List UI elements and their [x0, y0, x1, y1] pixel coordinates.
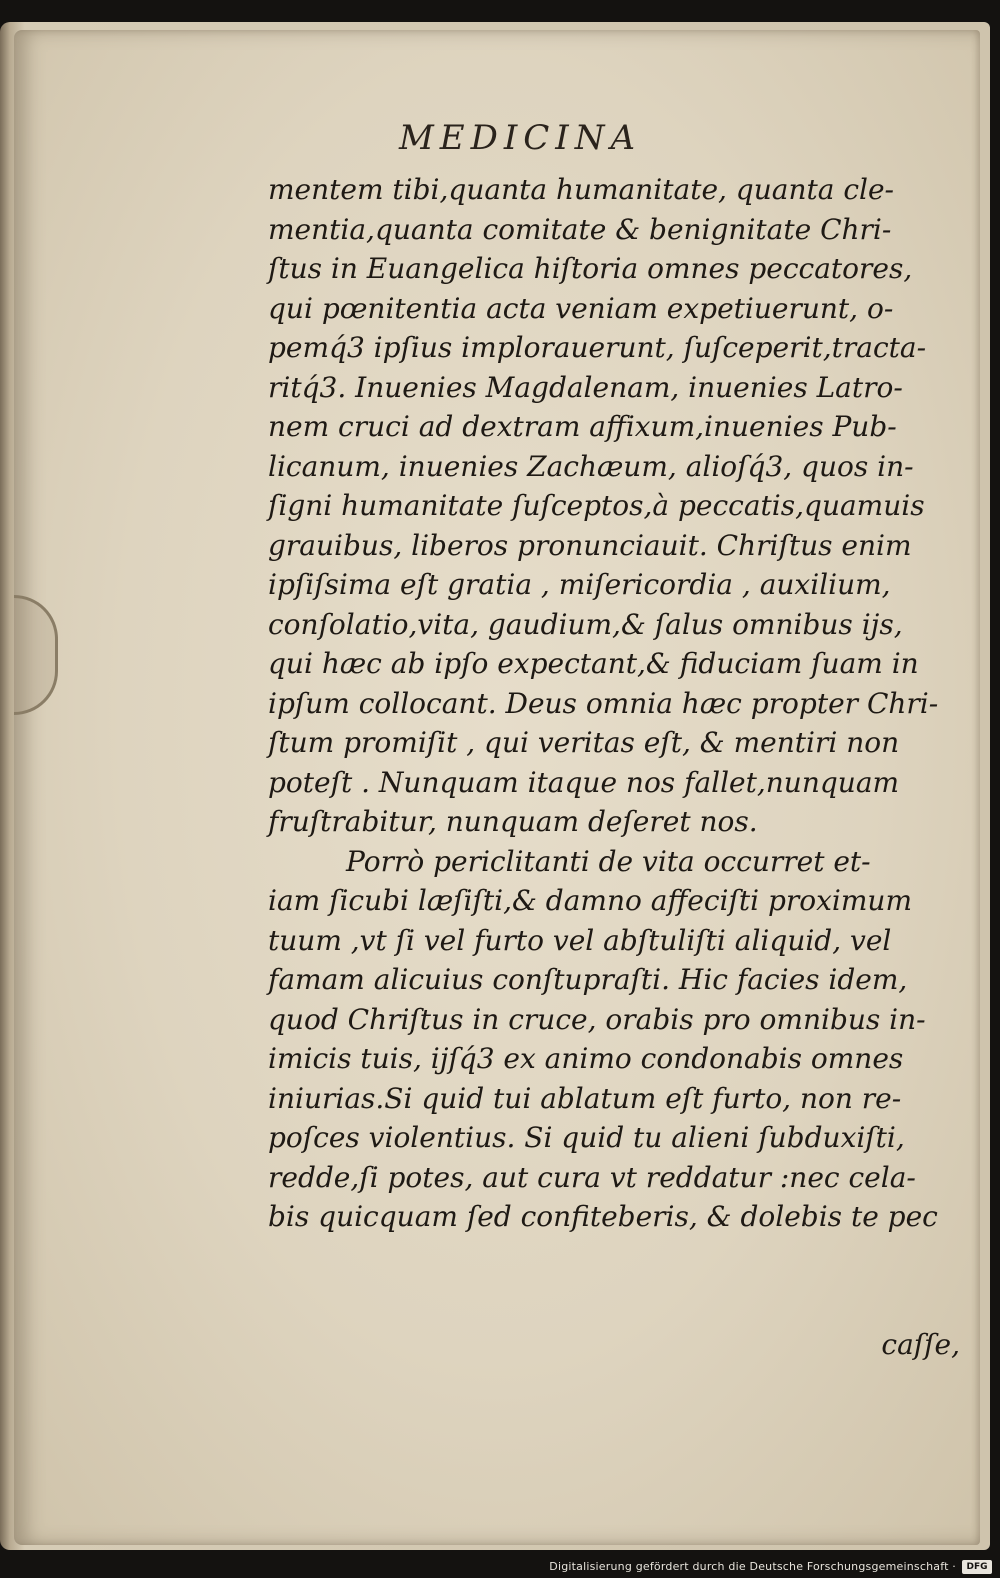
- text-line: bis quicquam ſed confiteberis, & dolebis te pec: [268, 1200, 938, 1233]
- text-line: ritq́3. Inuenies Magdalenam, inuenies Latro-: [268, 370, 903, 404]
- running-head: MEDICINA: [398, 118, 642, 158]
- text-line: famam alicuius conſtupraſti. Hic facies idem,: [268, 963, 908, 996]
- dfg-logo: DFG: [962, 1560, 992, 1574]
- text-line: imicis tuis, ijſq́3 ex animo condonabis omnes: [268, 1042, 904, 1075]
- text-line: ſigni humanitate ſuſceptos,à peccatis,quamuis: [268, 489, 925, 522]
- text-line: quod Chriſtus in cruce, orabis pro omnibus in-: [268, 1002, 926, 1036]
- book-clasp: [14, 595, 58, 715]
- text-line: mentia,quanta comitate & benignitate Chri-: [268, 212, 892, 246]
- body-text: [268, 170, 938, 1237]
- text-line: ſtus in Euangelica hiſtoria omnes peccatores,: [268, 252, 913, 285]
- text-line: qui pœnitentia acta veniam expetiuerunt, o-: [268, 291, 894, 325]
- text-line: tuum ,vt ſi vel furto vel abſtuliſti aliquid, vel: [268, 923, 892, 957]
- funding-credit: Digitalisierung gefördert durch die Deutsche Forschungsgemeinschaft ·: [549, 1560, 956, 1573]
- text-line: ipſum collocant. Deus omnia hæc propter Chri-: [268, 686, 939, 720]
- text-line: grauibus, liberos pronunciauit. Chriſtus enim: [268, 528, 912, 562]
- text-line: pemq́3 ipſius implorauerunt, ſuſceperit,tracta-: [268, 331, 927, 364]
- text-line: qui hæc ab ipſo expectant,& fiduciam ſuam in: [268, 647, 919, 680]
- text-line: iniurias.Si quid tui ablatum eſt furto, non re-: [268, 1081, 902, 1115]
- text-line: poſces violentius. Si quid tu alieni ſubduxiſti,: [268, 1121, 905, 1154]
- text-line: redde,ſi potes, aut cura vt reddatur :nec cela-: [268, 1160, 916, 1194]
- text-line-paragraph-start: Porrò periclitanti de vita occurret et-: [346, 844, 871, 878]
- text-line: nem cruci ad dextram affixum,inuenies Pub-: [268, 410, 897, 443]
- text-line: licanum, inuenies Zachæum, alioſq́3, quos in-: [268, 449, 914, 483]
- text-line: conſolatio,vita, gaudium,& ſalus omnibus ijs,: [268, 607, 903, 641]
- text-line: ſtum promiſit , qui veritas eſt, & mentiri non: [268, 726, 900, 759]
- text-line: ipſiſsima eſt gratia , miſericordia , auxilium,: [268, 568, 891, 601]
- footer-bar: [0, 1550, 1000, 1578]
- text-line: mentem tibi,quanta humanitate, quanta cle-: [268, 173, 895, 206]
- catchword: caſſe,: [881, 1328, 960, 1361]
- text-line: iam ſicubi læſiſti,& damno affeciſti proximum: [268, 884, 913, 917]
- text-line: fruſtrabitur, nunquam deſeret nos.: [268, 805, 758, 838]
- text-line: poteſt . Nunquam itaque nos fallet,nunquam: [268, 765, 900, 799]
